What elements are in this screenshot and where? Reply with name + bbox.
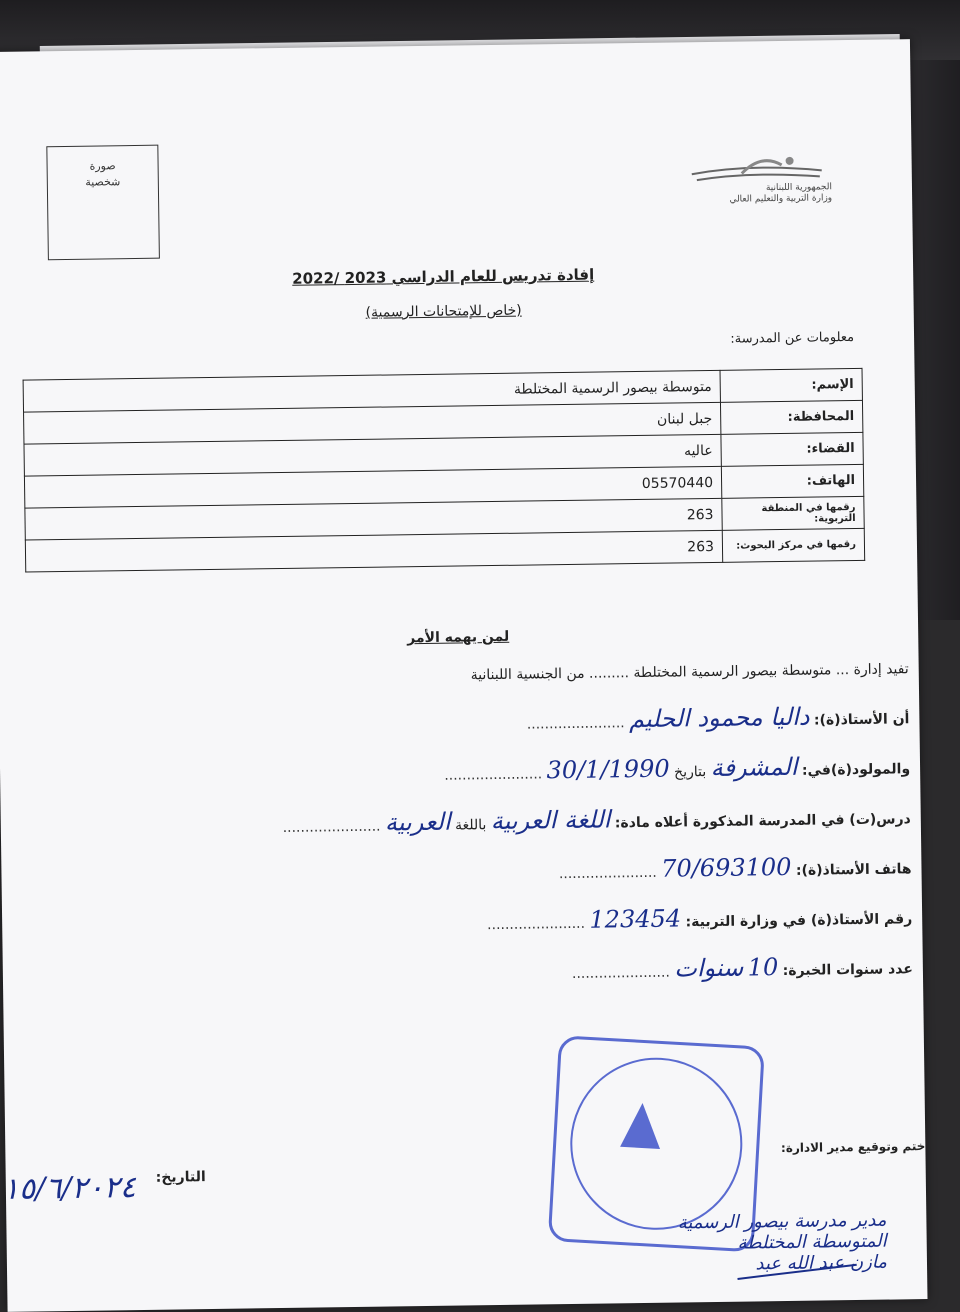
experience-years: 10 [747, 953, 779, 982]
subject-line: درس(ت) في المدرسة المذكورة أعلاه مادة: اللغة العربية باللغة العربية ...................... [282, 805, 911, 837]
row-label: رقمها في مركز البحوث: [722, 528, 864, 562]
photo-box [46, 145, 160, 261]
experience-unit: سنوات [674, 953, 744, 983]
to-whom-heading: لمن يهمه الأمر [407, 628, 510, 647]
teacher-name-line: أن الأستاذ(ة): داليا محمود الحليم ...................... [526, 702, 910, 734]
page-subtitle: (خاص للإمتحانات الرسمية) [365, 302, 522, 321]
birth-place: المشرفة [710, 752, 798, 783]
birth-date: 30/1/1990 [546, 754, 670, 785]
ministry-header: الجمهورية اللبنانية وزارة التربية والتعليم العالي [729, 182, 833, 205]
teacher-phone: 70/693100 [660, 852, 792, 883]
photo-label: صورة شخصية [85, 159, 121, 189]
date-value: ١٥/٦/٢٠٢٤ [2, 1170, 137, 1207]
row-label: الإسم: [720, 368, 862, 402]
row-value: 263 [25, 498, 722, 540]
school-info-table [23, 368, 866, 573]
school-info-heading: معلومات عن المدرسة: [730, 329, 855, 347]
teacher-name: داليا محمود الحليم [628, 702, 810, 734]
row-value: 05570440 [24, 466, 721, 508]
phone-line: هاتف الأستاذ(ة): 70/693100 ...................... [558, 852, 912, 883]
row-value: جبل لبنان [24, 402, 721, 444]
row-value: عاليه [24, 434, 721, 476]
row-value: 263 [25, 530, 722, 572]
row-value: متوسطة بيصور الرسمية المختلطة [23, 370, 720, 412]
row-label: الهاتف: [721, 464, 863, 498]
subject: اللغة العربية [490, 805, 611, 836]
birth-line: والمولود(ة)في: المشرفة بتاريخ 30/1/1990 ...................... [444, 752, 911, 785]
sign-label: ختم وتوقيع مدير الادارة: [780, 1139, 926, 1156]
statement-line: تفيد إدارة ... متوسطة بيصور الرسمية المختلطة ......... من الجنسية اللبنانية [470, 661, 909, 684]
row-label: المحافظة: [720, 400, 862, 434]
row-label: القضاء: [721, 432, 863, 466]
ministry-number-line: رقم الأستاذ(ة) في وزارة التربية: 123454 ...................... [487, 904, 913, 934]
language: العربية [384, 807, 451, 837]
cedar-icon [620, 1102, 662, 1149]
director-signature: مدير مدرسة بيصور الرسمية المتوسطة المختلطة مازن عبد الله عبد [677, 1209, 888, 1275]
date-label: التاريخ: [155, 1169, 206, 1186]
row-label: رقمها في المنطقة التربوية: [722, 496, 864, 530]
ministry-number: 123454 [589, 904, 682, 934]
page-title: إفادة تدريس للعام الدراسي 2023 /2022 [292, 265, 595, 288]
experience-line: عدد سنوات الخبرة: 10 سنوات ...................... [571, 953, 914, 983]
document-page [0, 39, 928, 1312]
